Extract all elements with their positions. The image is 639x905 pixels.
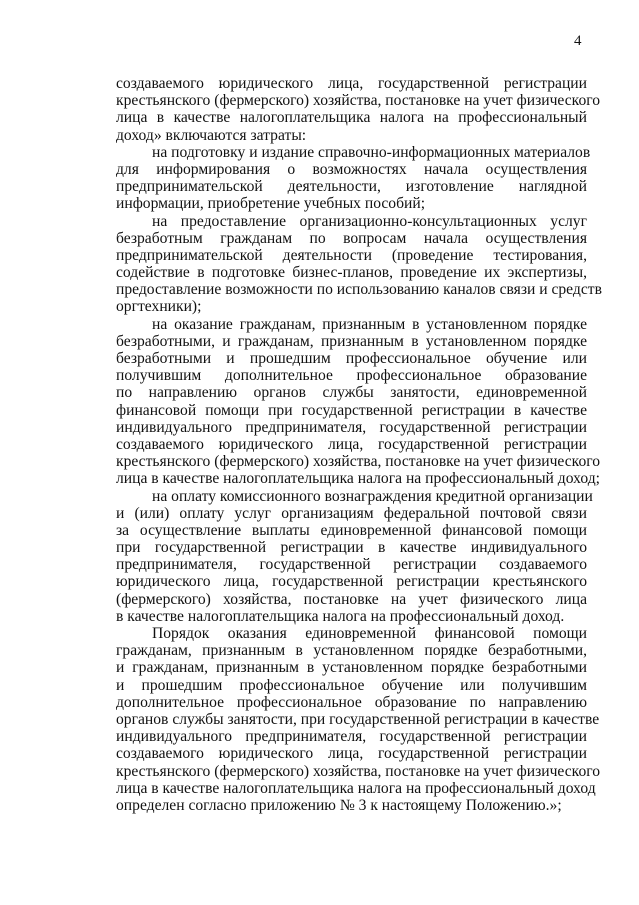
text-line: на оказание гражданам, признанным в установленном порядке xyxy=(152,315,587,333)
paragraph xyxy=(116,143,591,213)
text-line: создаваемого юридического лица, государственной регистрации xyxy=(116,75,587,92)
paragraph xyxy=(116,75,601,144)
text-line: Порядок оказания единовременной финансовой помощи xyxy=(152,625,587,642)
text-line: и прошедшим профессиональное обучение или получившим xyxy=(116,676,587,694)
text-line: на подготовку и издание справочно-информационных материалов xyxy=(152,143,591,161)
text-line: на предоставление организационно-консультационных услуг xyxy=(152,212,587,230)
text-line: гражданам, признанным в установленном порядке безработными, xyxy=(116,642,587,660)
text-line: индивидуального предпринимателя, государственной регистрации xyxy=(116,418,587,436)
text-line: крестьянского (фермерского) хозяйства, постановке на учет физического xyxy=(116,762,601,780)
paragraph xyxy=(116,212,602,316)
text-line: получившим дополнительное профессиональное образование xyxy=(116,367,587,385)
text-line: органов службы занятости, при государственной регистрации в качестве xyxy=(116,710,600,728)
text-line: создаваемого юридического лица, государственной регистрации xyxy=(116,435,587,453)
text-line: и гражданам, признанным в установленном порядке безработными xyxy=(116,659,587,677)
text-line: за осуществление выплаты единовременной финансовой помощи xyxy=(116,521,587,539)
text-line: индивидуального предпринимателя, государственной регистрации xyxy=(116,728,587,746)
text-line: в качестве налогоплательщика налога на профессиональный доход. xyxy=(116,607,565,625)
text-line: определен согласно приложению № 3 к настоящему Положению.»; xyxy=(116,796,562,814)
text-line: информации, приобретение учебных пособий; xyxy=(116,195,426,213)
text-line: содействие в подготовке бизнес-планов, проведение их экспертизы, xyxy=(116,264,587,282)
text-line: безработными, и гражданам, признанным в установленном порядке xyxy=(116,332,587,350)
text-line: оргтехники); xyxy=(116,298,202,316)
text-line: юридического лица, государственной регистрации крестьянского xyxy=(116,573,587,591)
document-body xyxy=(116,75,602,814)
text-line: предпринимателя, государственной регистрации создаваемого xyxy=(116,556,587,574)
text-line: и (или) оплату услуг организациям федеральной почтовой связи xyxy=(116,504,587,522)
text-line: предпринимательской деятельности (проведение тестирования, xyxy=(116,246,587,264)
text-line: создаваемого юридического лица, государственной регистрации xyxy=(116,745,587,763)
text-line: для информирования о возможностях начала осуществления xyxy=(116,160,587,178)
text-line: (фермерского) хозяйства, постановке на учет физического лица xyxy=(116,590,587,608)
text-line: по направлению органов службы занятости, единовременной xyxy=(116,384,587,402)
text-line: лица в качестве налогоплательщика налога на профессиональный xyxy=(116,109,587,127)
text-line: предоставление возможности по использованию каналов связи и средств xyxy=(116,281,602,299)
text-line: лица в качестве налогоплательщика налога на профессиональный доход; xyxy=(116,470,600,488)
text-line: финансовой помощи при государственной регистрации в качестве xyxy=(116,401,587,419)
text-line: на оплату комиссионного вознаграждения кредитной организации xyxy=(152,487,593,505)
page-number: 4 xyxy=(574,33,582,49)
text-line: безработным гражданам по вопросам начала осуществления xyxy=(116,229,587,247)
paragraph xyxy=(116,625,601,814)
text-line: доход» включаются затраты: xyxy=(116,126,307,144)
text-line: крестьянского (фермерского) хозяйства, постановке на учет физического xyxy=(116,92,601,110)
text-line: при государственной регистрации в качестве индивидуального xyxy=(116,539,587,557)
text-line: крестьянского (фермерского) хозяйства, постановке на учет физического xyxy=(116,453,601,471)
text-line: дополнительное профессиональное образование по направлению xyxy=(116,693,587,711)
paragraph xyxy=(116,487,593,626)
text-line: лица в качестве налогоплательщика налога на профессиональный доход xyxy=(116,779,596,797)
text-line: безработными и прошедшим профессиональное обучение или xyxy=(116,350,587,367)
text-line: предпринимательской деятельности, изготовление наглядной xyxy=(116,178,587,196)
paragraph xyxy=(116,315,601,488)
